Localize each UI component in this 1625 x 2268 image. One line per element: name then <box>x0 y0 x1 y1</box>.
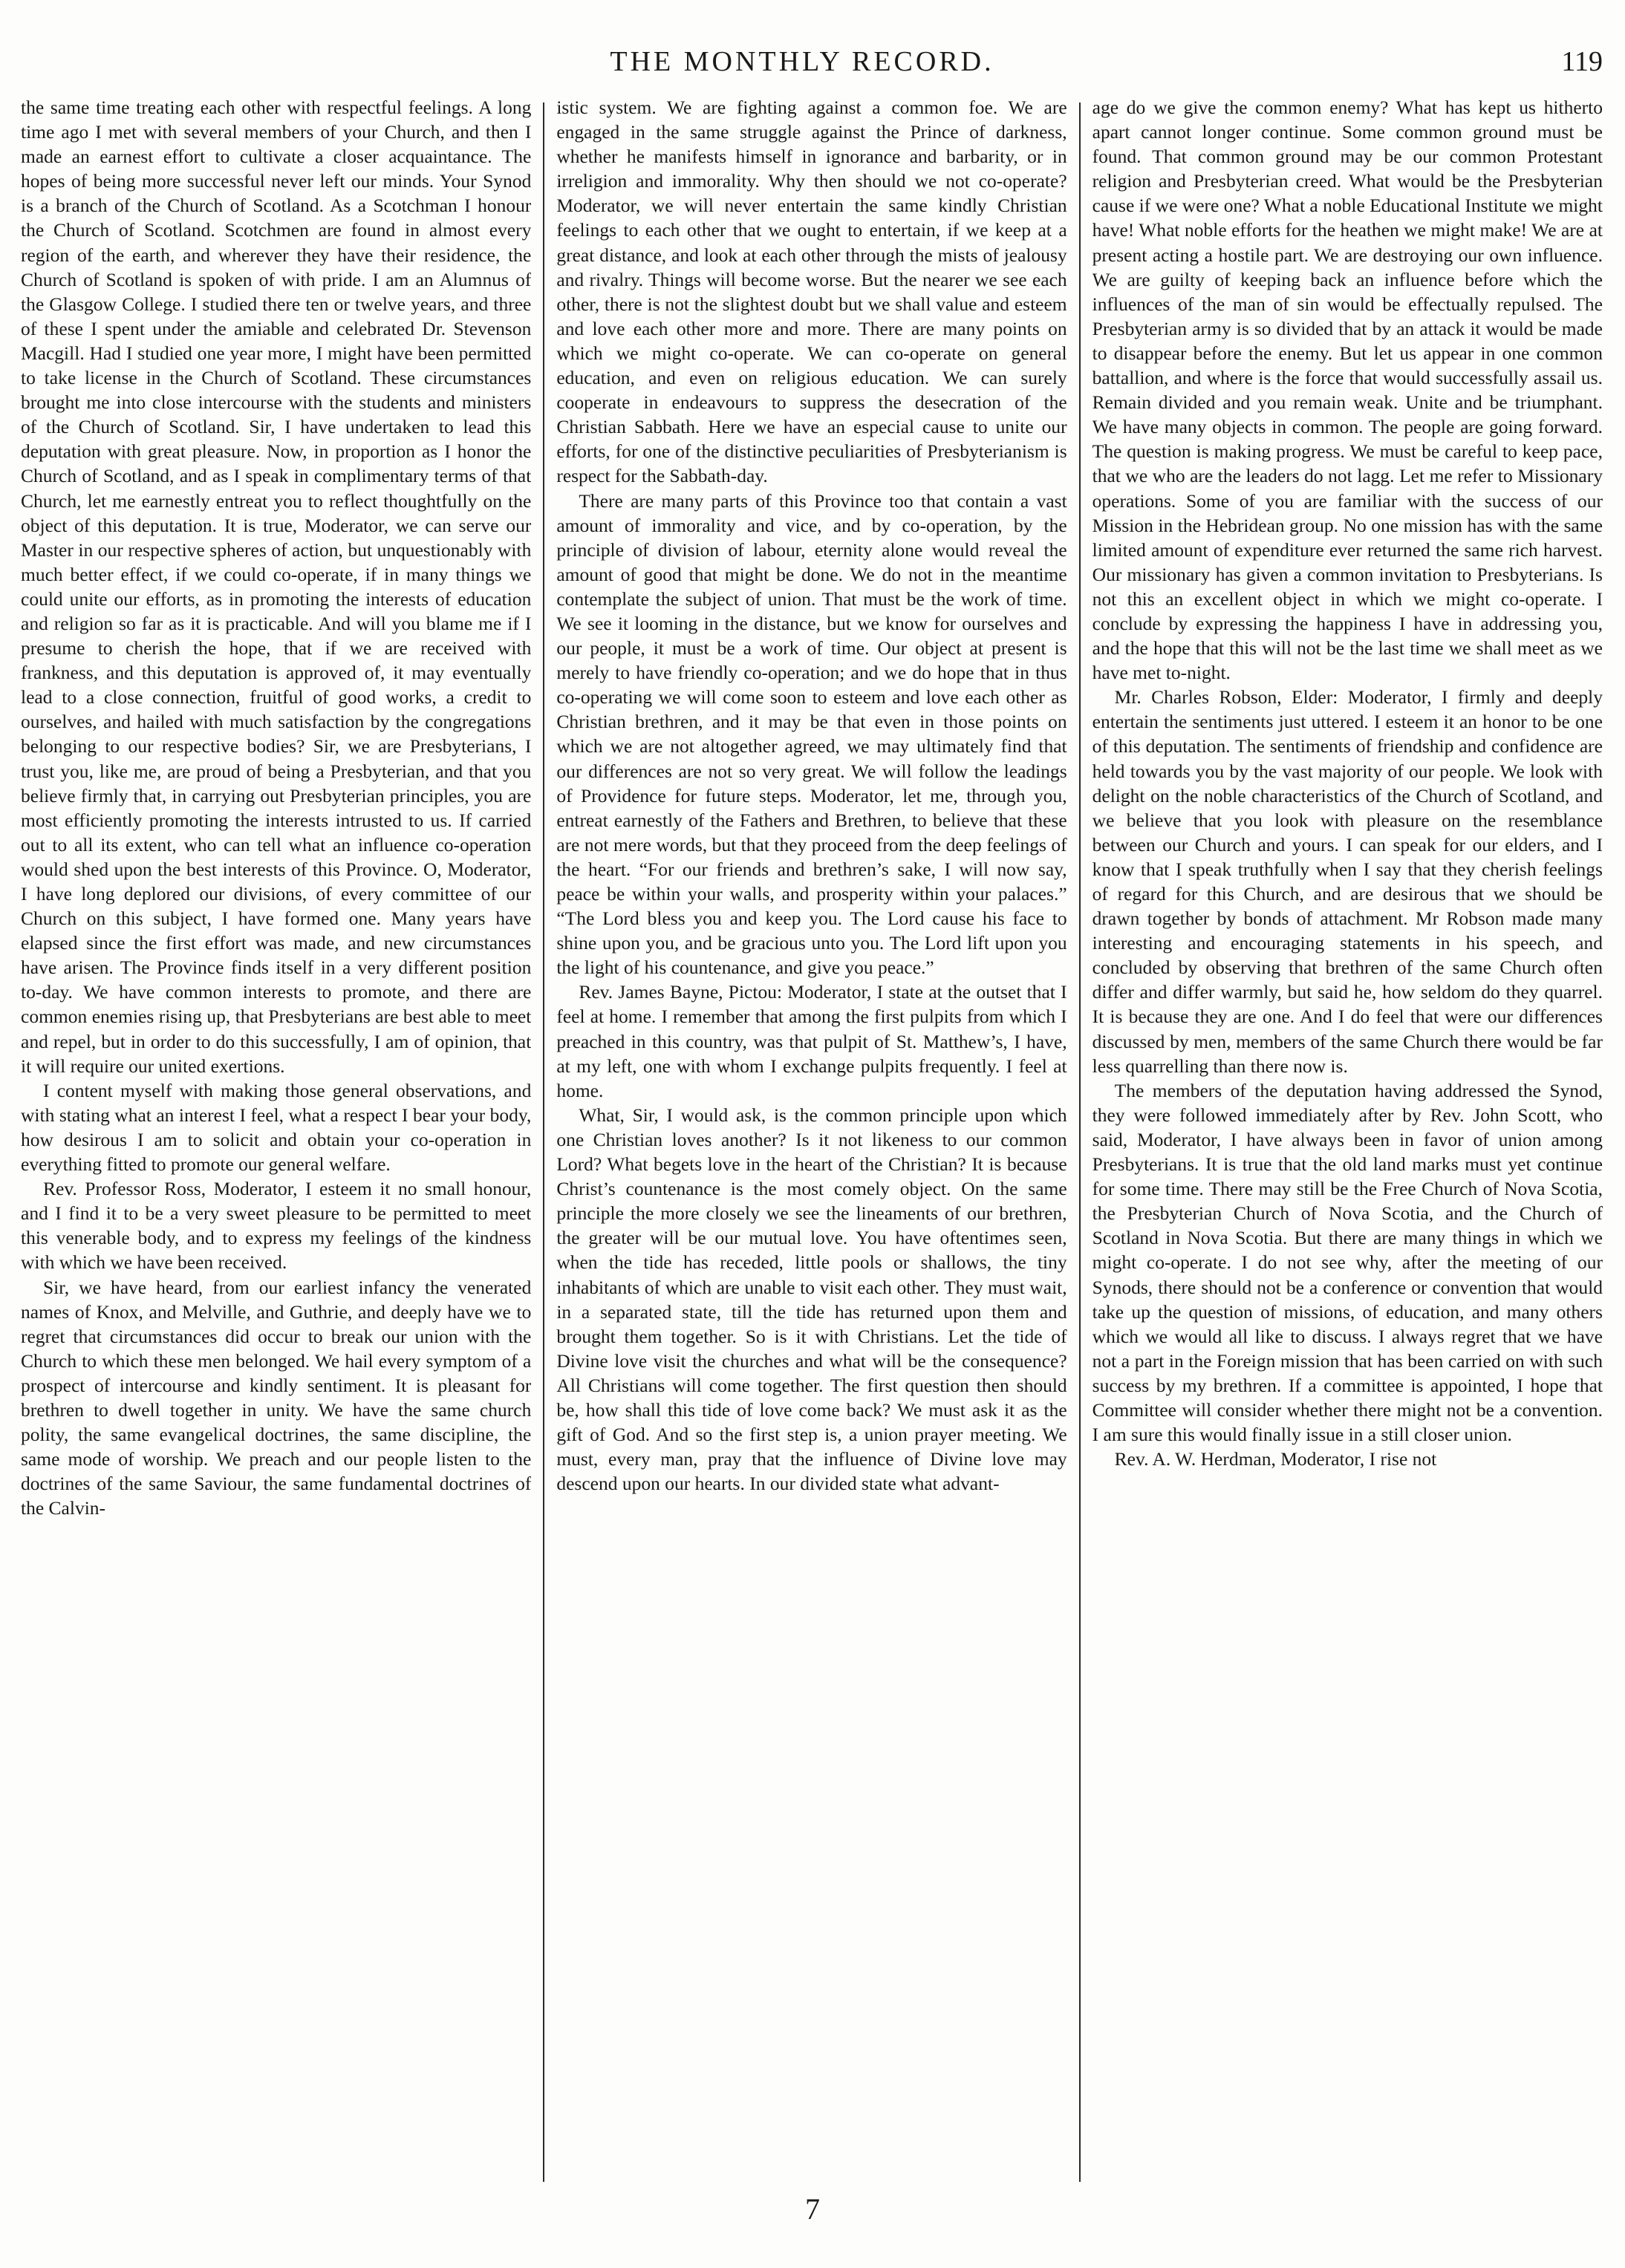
paragraph: Sir, we have heard, from our earliest infancy the venerated names of Knox, and Melville, and Guthrie, and deeply have we to regret that circumstances did occur to break our union with the Church to which these men belonged. We hail every symptom of a prospect of intercourse and kindly sentiment. It is pleasant for brethren to dwell together in unity. We have the same church polity, the same evangelical doctrines, the same discipline, the same mode of worship. We preach and our people listen to the doctrines of the same Saviour, the same fundamental doctrines of the Calvin- <box>21 1276 532 1519</box>
column-middle <box>556 95 1066 2188</box>
running-head <box>0 43 1625 80</box>
column-right <box>1092 95 1603 2188</box>
paragraph: istic system. We are fighting against a common foe. We are engaged in the same struggle against the Prince of darkness, whether he manifests himself in ignorance and barbarity, or in irreligion and immorality. Why then should we not co-operate? Moderator, we will never entertain the same kindly Christian feelings to each other that we ought to entertain, if we keep at a great distance, and look at each other through the mists of jealousy and rivalry. Things will become worse. But the nearer we see each other, there is not the slightest doubt but we shall value and esteem and love each other more and more. There are many points on which we might co-operate. We can co-operate on general education, and even on religious education. We can surely cooperate in endeavours to suppress the desecration of the Christian Sabbath. Here we have an especial cause to unite our efforts, for one of the distinctive peculiarities of Presbyterianism is respect for the Sabbath-day. <box>556 97 1067 487</box>
paragraph: the same time treating each other with respectful feelings. A long time ago I met with several members of your Church, and then I made an earnest effort to cultivate a closer acquaintance. The hopes of being more successful never left our minds. Your Synod is a branch of the Church of Scotland. As a Scotchman I honour the Church of Scotland. Scotchmen are found in almost every region of the earth, and wherever they have their residence, the Church of Scotland is spoken of with pride. I am an Alumnus of the Glasgow College. I studied there ten or twelve years, and three of these I spent under the amiable and celebrated Dr. Stevenson Macgill. Had I studied one year more, I might have been permitted to take license in the Church of Scotland. These circumstances brought me into close intercourse with the students and ministers of the Church of Scotland. Sir, I have undertaken to lead this deputation with great pleasure. Now, in proportion as I honor the Church of Scotland, and as I speak in complimentary terms of that Church, let me earnestly entreat you to reflect thoughtfully on the object of this deputation. It is true, Moderator, we can serve our Master in our respective spheres of action, but unquestionably with much better effect, if we could co-operate, if in many things we could unite our efforts, as in promoting the interests of education and religion so far as it is practicable. And will you blame me if I presume to cherish the hope, that if we are received with frankness, and this deputation is approved of, it may eventually lead to a close connection, fruitful of good works, a credit to ourselves, and hailed with much satisfaction by the congregations belonging to our respective bodies? Sir, we are Presbyterians, I trust you, like me, are proud of being a Presbyterian, and that you believe firmly that, in carrying out Presbyterian principles, you are most efficiently promoting the interests intrusted to us. If carried out to all its extent, who can tell what an influence co-operation would shed upon the best interests of this Province. O, Moderator, I have long deplored our divisions, of every committee of our Church on this subject, I have formed one. Many years have elapsed since the first effort was made, and new circumstances have arisen. The Province finds itself in a very different position to-day. We have common interests to promote, and there are common enemies rising up, that Presbyterians are best able to meet and repel, but in order to do this successfully, I am of opinion, that it will require our united exertions. <box>21 97 532 1077</box>
paragraph: Rev. James Bayne, Pictou: Moderator, I state at the outset that I feel at home. I remember that among the first pulpits from which I preached in this country, was that pulpit of St. Matthew’s, I have, at my left, one with whom I exchange pulpits frequently. I feel at home. <box>556 981 1067 1101</box>
paragraph: Mr. Charles Robson, Elder: Moderator, I firmly and deeply entertain the sentiments just uttered. I esteem it an honor to be one of this deputation. The sentiments of friendship and confidence are held towards you by the vast majority of our people. We look with delight on the noble characteristics of the Church of Scotland, and we believe that you look with pleasure on the resemblance between our Church and yours. I can speak for our elders, and I know that I speak truthfully when I say that they cherish feelings of regard for this Church, and are desirous that we should be drawn together by bonds of attachment. Mr Robson made many interesting and encouraging statements in his speech, and concluded by observing that brethren of the same Church often differ and differ warmly, but said he, how seldom do they quarrel. It is because they are one. And I do feel that were our differences discussed by men, members of the same Church there would be far less quarrelling than there now is. <box>1092 686 1603 1077</box>
column-divider <box>1079 102 1081 2182</box>
signature-mark: 7 <box>805 2192 820 2226</box>
paragraph: age do we give the common enemy? What has kept us hitherto apart cannot longer continue. Some common ground must be found. That common ground may be our common Protestant religion and Presbyterian creed. What would be the Presbyterian cause if we were one? What a noble Educational Institute we might have! What noble efforts for the heathen we might make! We are at present acting a hostile part. We are destroying our own influence. We are guilty of keeping back an influence before which the influences of the man of sin would be effectually repulsed. The Presbyterian army is so divided that by an attack it would be made to disappear before the enemy. But let us appear in one common battallion, and where is the force that would successfully assail us. Remain divided and you remain weak. Unite and be triumphant. We have many objects in common. The people are going forward. The question is making progress. We must be careful to keep pace, that we who are the leaders do not lagg. Let me refer to Missionary operations. Some of you are familiar with the success of our Mission in the Hebridean group. No one mission has with the same limited amount of expenditure ever returned the same rich harvest. Our missionary has given a common invitation to Presbyterians. Is not this an excellent object in which we might co-operate. I conclude by expressing the happiness I have in addressing you, and the hope that this will not be the last time we shall meet as we have met to-night. <box>1092 97 1603 684</box>
paragraph: The members of the deputation having addressed the Synod, they were followed immediately after by Rev. John Scott, who said, Moderator, I have always been in favor of union among Presbyterians. It is true that the old land marks must yet continue for some time. There may still be the Free Church of Nova Scotia, the Presbyterian Church of Nova Scotia, and the Church of Scotland in Nova Scotia. But there are many things in which we might co-operate. I do not see why, after the meeting of our Synods, there should not be a conference or convention that would take up the question of missions, of education, and many others which we would all like to discuss. I always regret that we have not a part in the Foreign mission that has been carried on with such success by my brethren. If a committee is appointed, I hope that Committee will consider whether there might not be a convention. I am sure this would finally issue in a still closer union. <box>1092 1079 1603 1446</box>
column-divider <box>543 102 544 2182</box>
page-number: 119 <box>1561 46 1603 77</box>
text-columns <box>21 95 1603 2188</box>
paragraph: Rev. A. W. Herdman, Moderator, I rise not <box>1114 1448 1437 1470</box>
paragraph: Rev. Professor Ross, Moderator, I esteem it no small honour, and I find it to be a very sweet pleasure to be permitted to meet this venerable body, and to express my feelings of the kindness with which we have been received. <box>21 1178 532 1274</box>
paragraph: I content myself with making those general observations, and with stating what an interest I feel, what a respect I bear your body, how desirous I am to solicit and obtain your co-operation in everything fitted to promote our general welfare. <box>21 1079 532 1176</box>
running-title: THE MONTHLY RECORD. <box>610 46 994 77</box>
column-left <box>21 95 531 2188</box>
paragraph: There are many parts of this Province too that contain a vast amount of immorality and vice, and by co-operation, by the principle of division of labour, eternity alone would reveal the amount of good that might be done. We do not in the meantime contemplate the subject of union. That must be the work of time. We see it looming in the distance, but we know for ourselves and our people, it must be a work of time. Our object at present is merely to have friendly co-operation; and we do hope that in thus co-operating we will come soon to esteem and love each other as Christian brethren, and it may be that even in those points on which we are not altogether agreed, we may ultimately find that our differences are not so very great. We will follow the leadings of Providence for future steps. Moderator, let me, through you, entreat earnestly of the Fathers and Brethren, to believe that these are not mere words, but that they proceed from the deep feelings of the heart. “For our friends and brethren’s sake, I will now say, peace be within your walls, and prosperity within your palaces.” “The Lord bless you and keep you. The Lord cause his face to shine upon you, and be gracious unto you. The Lord lift upon you the light of his countenance, and give you peace.” <box>556 489 1067 979</box>
paragraph: What, Sir, I would ask, is the common principle upon which one Christian loves another? Is it not likeness to our common Lord? What begets love in the heart of the Christian? It is because Christ’s countenance is the most comely object. On the same principle the more closely we see the lineaments of our brethren, the greater will be our mutual love. You have oftentimes seen, when the tide has receded, little pools or shallows, the tiny inhabitants of which are unable to visit each other. They must wait, in a separated state, till the tide has returned upon them and brought them together. So is it with Christians. Let the tide of Divine love visit the churches and what will be the consequence? All Christians will come together. The first question then should be, how shall this tide of love come back? We must ask it as the gift of God. And so the first step is, a union prayer meeting. We must, every man, pray that the influence of Divine love may descend upon our hearts. In our divided state what advant- <box>556 1104 1067 1495</box>
